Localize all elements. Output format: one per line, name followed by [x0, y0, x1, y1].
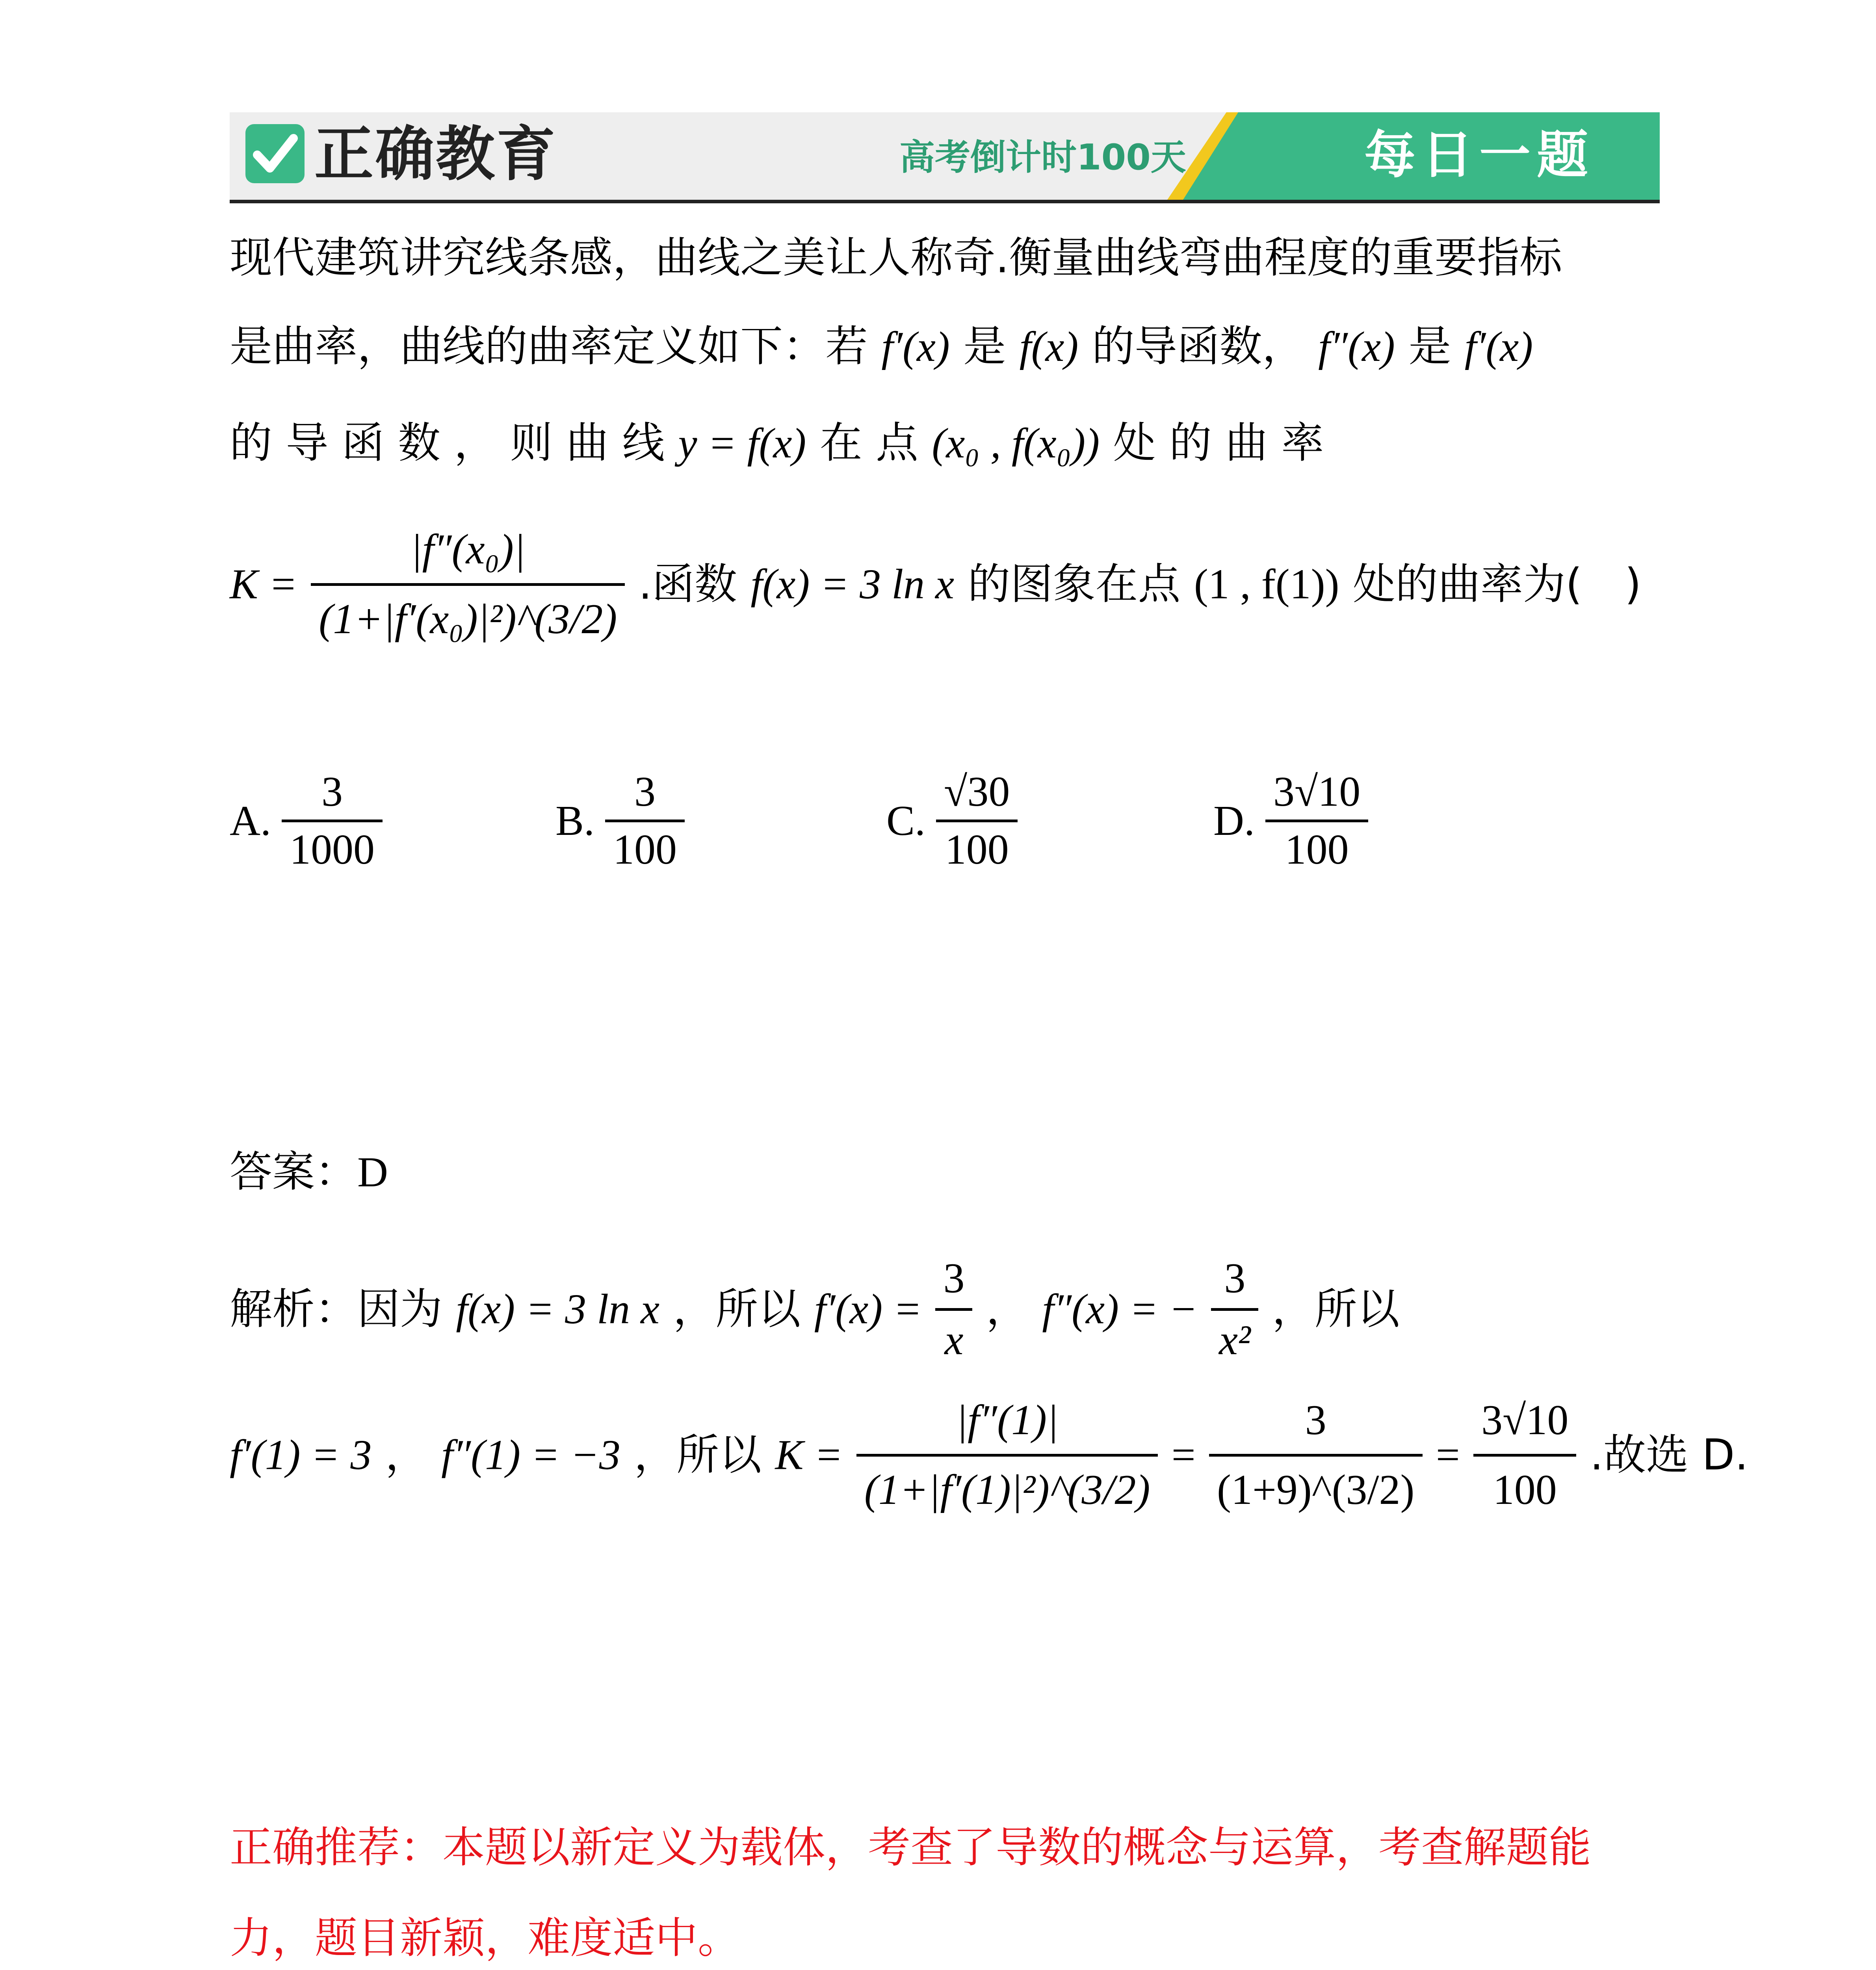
- formula-denominator: (1+|f′(x₀)|²)^(3/2): [319, 596, 617, 643]
- analysis-line-1: 解析：因为 f(x) = 3 ln x ，所以 f′(x) = $\frac{3}{x}$ ， f″(x) = − $\frac{3}{\text{x²}}$ ，所以: [230, 1249, 1400, 1370]
- question-line-3: 的 导 函 数 ， 则 曲 线 y = f(x) 在 点 (x₀ , f(x₀)) 处 的 曲 率: [230, 418, 1324, 468]
- question-line-1: 现代建筑讲究线条感，曲线之美让人称奇.衡量曲线弯曲程度的重要指标: [230, 233, 1562, 282]
- check-logo-icon: [245, 124, 305, 183]
- option-d[interactable]: D. $\frac{3√10}{100}$: [1213, 764, 1368, 877]
- recommend-line-2: 力，题目新颖，难度适中。: [230, 1914, 741, 1963]
- question-line-2: 是曲率，曲线的曲率定义如下：若 f′(x) 是 f(x) 的导函数， f″(x) 是 f′(x): [230, 322, 1533, 371]
- option-b[interactable]: B. $\frac{3}{100}$: [555, 764, 685, 877]
- option-c[interactable]: C. $\frac{√30}{100}$: [886, 764, 1018, 877]
- analysis-line-2: f′(1) = 3 ， f″(1) = −3 ，所以 K = $\frac{|f''(1)|}{\text{(1+|f′(1)|²)\textasciicircum{}(3/2)}}$ = $\frac{3}{(1+9)\^{}(3/2)}$ = $\frac{3√10}{100}$ .故选 D.: [230, 1387, 1748, 1524]
- brand-name: 正确教育: [314, 120, 557, 189]
- formula-fraction: [311, 516, 625, 653]
- countdown-text: 高考倒计时100天: [899, 137, 1186, 178]
- daily-question-title: 每日一题: [1364, 125, 1595, 185]
- formula-numerator: |f″(x₀)|: [311, 516, 625, 586]
- header-divider: [230, 200, 1660, 203]
- answer-value: D: [357, 1149, 388, 1196]
- answer-line: 答案：D: [230, 1147, 388, 1197]
- curvature-formula-line: K = $\frac{\text{|f″(x₀)|}}{\text{(1+|f′(x₀)|²)\textasciicircum{}(3/2)}}$ .函数 f(x) = 3 ln x 的图象在点 (1 , f(1)) 处的曲率为( ): [230, 516, 1641, 653]
- option-a[interactable]: A. $\frac{3}{1000}$: [230, 764, 383, 877]
- page-header: [230, 112, 1660, 200]
- recommend-line-1: 正确推荐：本题以新定义为载体，考查了导数的概念与运算，考查解题能: [230, 1823, 1592, 1872]
- formula-k: K =: [230, 561, 297, 608]
